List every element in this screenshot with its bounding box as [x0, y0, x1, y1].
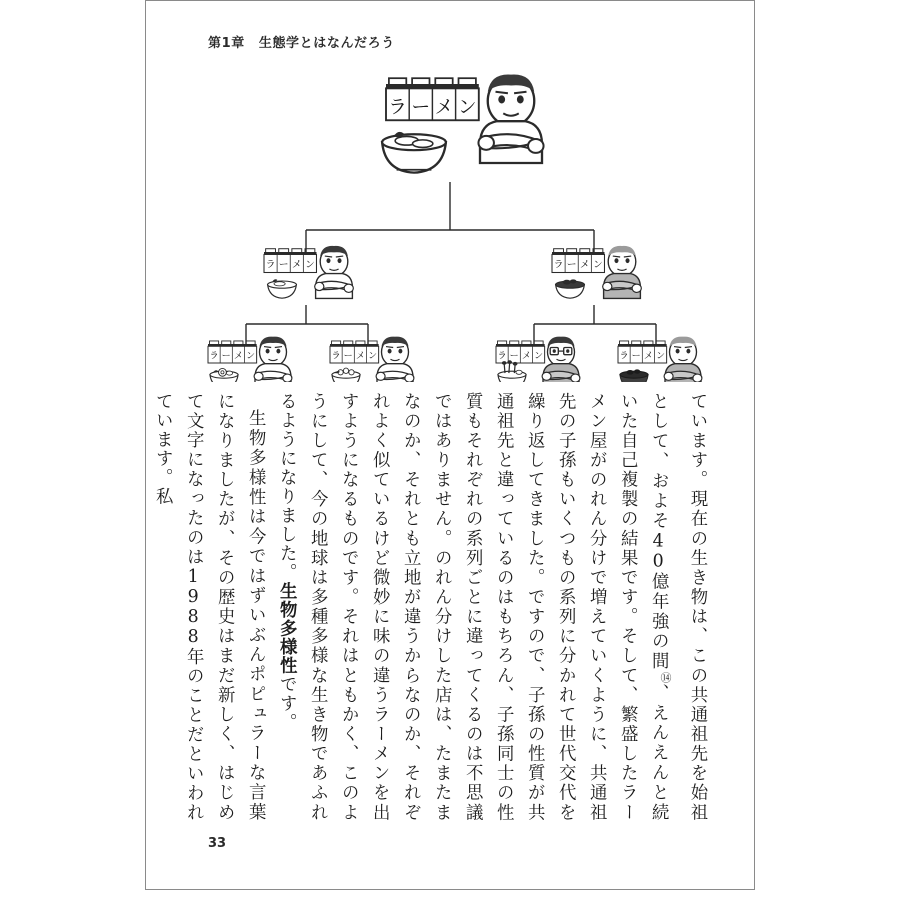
svg-text:ン: ン [246, 351, 256, 362]
paragraph-1 [270, 392, 712, 822]
svg-text:メ: メ [579, 259, 590, 271]
lineage-tree-svg [146, 62, 754, 382]
svg-text:メ: メ [643, 351, 653, 362]
svg-text:ラ: ラ [265, 259, 276, 271]
running-head-chapter: 第1章 [208, 36, 245, 51]
svg-text:ン: ン [457, 97, 477, 118]
running-head-title: 生態学とはなんだろう [258, 36, 395, 51]
paragraph-2 [146, 392, 270, 822]
footnote-marker: ⑭ [659, 671, 672, 684]
text-run: です。 [276, 675, 297, 732]
shop-gen3-shop2 [330, 337, 414, 382]
text-run: 年のことだといわれています。私 [152, 392, 204, 822]
svg-text:ン: ン [534, 351, 544, 362]
svg-text:ー: ー [221, 351, 231, 362]
page-number: 33 [208, 836, 227, 851]
text-run: ています。現在の生き物は、この共通祖先を始祖として、およそ [648, 392, 707, 822]
svg-text:ラ: ラ [388, 97, 408, 118]
svg-text:ラ: ラ [553, 259, 564, 271]
body-text [152, 392, 712, 823]
svg-text:ー: ー [509, 351, 519, 362]
svg-text:メ: メ [521, 351, 531, 362]
text-run: 生物多様性は今ではずいぶんポピュラーな言葉になりましたが、その歴史はまだ新しく、はじめて文字になったのは [183, 392, 266, 822]
shop-gen2-shop2 [552, 246, 641, 299]
text-run: 、えんえんと続いた自己複製の結果です。そして、繁盛したラーメン屋がのれん分けで増えていくように、共通祖先の子孫もいくつもの系列に分かれて世代交代を繰り返してきました。ですので、子孫の性質が共通祖先と違っているのはもちろん、子孫同士の性質もそれぞれの系列ごとに違ってくるのは不思議ではありません。のれん分けした店は、たまたまなのか、それとも立地が違うからなのか、それぞれよく似ているけど微妙に味の違うラーメンを出すようになるものです。それはともかく、このようにして、今の地球は多種多様な生き物であふれるようになりました。 [276, 392, 669, 823]
running-head [208, 32, 395, 51]
svg-text:ー: ー [411, 97, 431, 118]
book-page [145, 0, 755, 890]
svg-text:ン: ン [305, 259, 315, 271]
svg-text:メ: メ [355, 351, 365, 362]
inline-number: 40 [648, 531, 669, 572]
svg-text:ー: ー [278, 259, 289, 271]
bold-term: 生物多様性 [276, 582, 297, 675]
svg-text:ン: ン [656, 351, 666, 362]
para-2-run [152, 392, 265, 822]
para-1-run [276, 392, 707, 822]
text-run: 億年強の間 [648, 571, 669, 672]
shop-gen3-shop1 [208, 337, 292, 382]
inline-number: 1988 [183, 567, 204, 647]
shop-gen1-shop1 [382, 75, 543, 173]
ramen-lineage-figure [146, 62, 754, 382]
svg-text:ラ: ラ [619, 351, 629, 362]
svg-text:メ: メ [434, 97, 454, 118]
svg-text:ン: ン [593, 259, 603, 271]
svg-text:メ: メ [291, 259, 302, 271]
svg-text:ラ: ラ [209, 351, 219, 362]
svg-text:ー: ー [631, 351, 641, 362]
svg-text:ラ: ラ [331, 351, 341, 362]
shop-gen2-shop1 [264, 246, 353, 299]
shop-gen3-shop4 [618, 337, 702, 382]
svg-text:ー: ー [566, 259, 577, 271]
svg-text:ー: ー [343, 351, 353, 362]
svg-text:ラ: ラ [497, 351, 507, 362]
svg-text:ン: ン [368, 351, 378, 362]
shop-gen3-shop3 [496, 337, 580, 382]
svg-text:メ: メ [233, 351, 243, 362]
